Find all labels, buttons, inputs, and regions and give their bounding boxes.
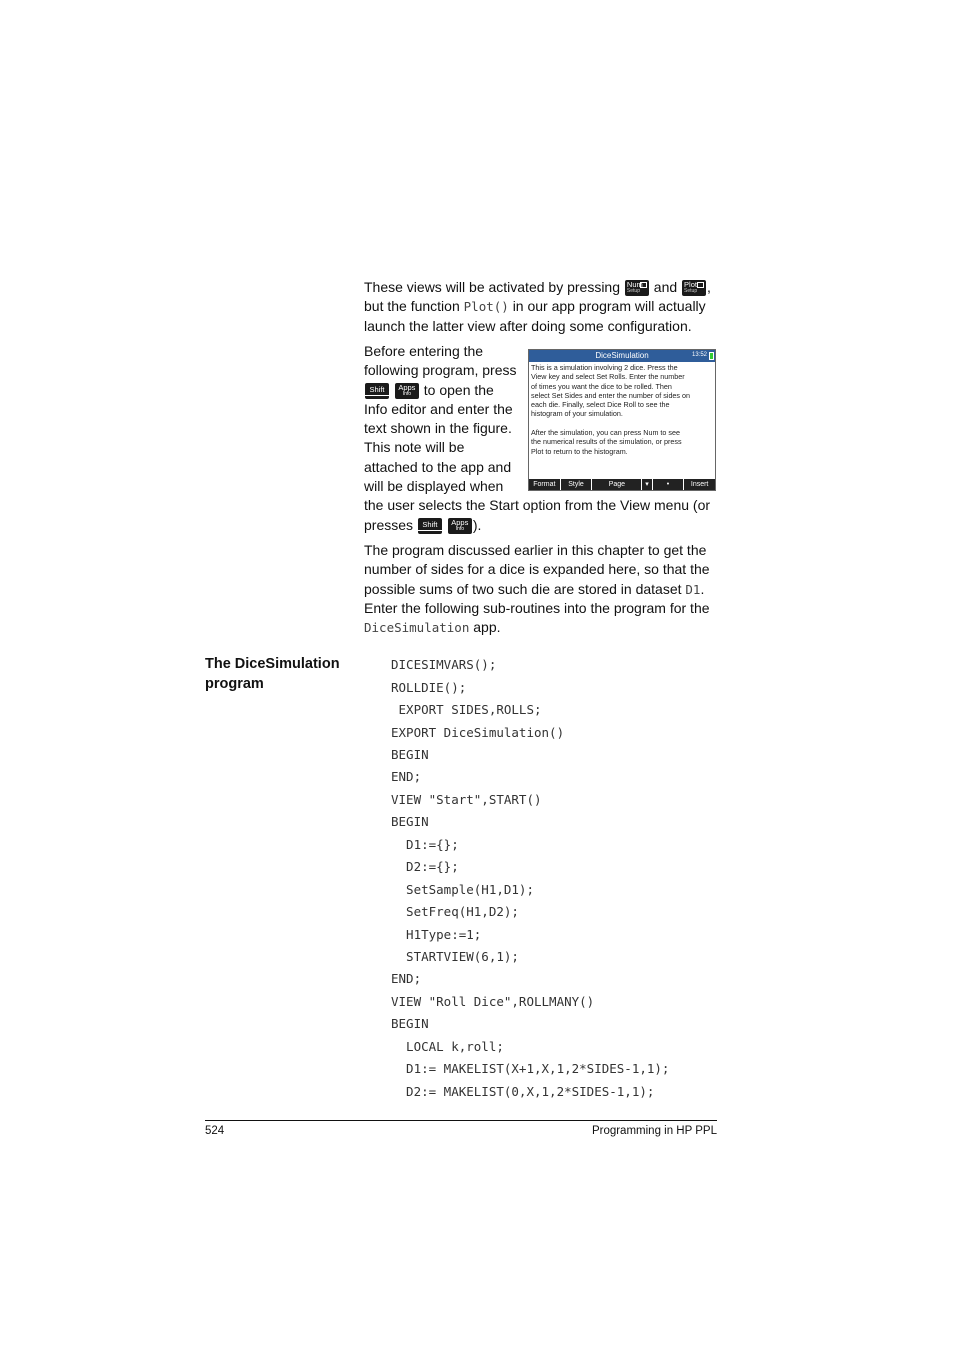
screen-clock: 13:52 — [691, 352, 707, 358]
menu-insert: Insert — [684, 479, 715, 490]
code-line: BEGIN — [391, 814, 429, 829]
inline-code: Plot() — [463, 299, 509, 315]
code-line: D1:={}; — [391, 837, 459, 852]
code-line: EXPORT SIDES,ROLLS; — [391, 702, 542, 717]
code-line: SetSample(H1,D1); — [391, 882, 534, 897]
num-setup-key-icon: Num Setup — [625, 280, 649, 296]
menu-arrow: ▾ — [642, 479, 651, 490]
footer-rule — [205, 1120, 717, 1121]
code-line: STARTVIEW(6,1); — [391, 949, 519, 964]
code-line: DICESIMVARS(); — [391, 657, 497, 672]
code-line: END; — [391, 769, 422, 784]
apps-info-key-icon: Apps Info — [448, 518, 472, 534]
code-line: LOCAL k,roll; — [391, 1039, 504, 1054]
plot-setup-key-icon: Plot Setup — [682, 280, 706, 296]
screen-menu-bar — [529, 479, 715, 490]
menu-bullet: • — [653, 479, 684, 490]
intro-text: and — [653, 279, 678, 295]
program-paragraph: The program discussed earlier in this chapter to get the number of sides for a dice is expanded here, so that the possible sums of two such die are stored in dataset D1. Enter the following sub-routines into the program for the DiceSimulation app. — [364, 542, 710, 636]
calculator-info-screenshot — [528, 349, 716, 491]
page-number: 524 — [205, 1125, 225, 1137]
code-line: H1Type:=1; — [391, 927, 482, 942]
code-line: EXPORT DiceSimulation() — [391, 725, 565, 740]
intro-text: These views will be activated by pressing — [364, 279, 621, 295]
screen-info-text: This is a simulation involving 2 dice. Press the View key and select Set Rolls. Enter the number of times you want the dice to be rolled. Then select Set Sides and enter the number of sides on each die. Finally, select Dice Roll to see the histogram of your simulation. After the simulation, you can press Num to see the numerical results of the simulation, or press Plot to return to the histogram. — [531, 363, 691, 456]
menu-format: Format — [529, 479, 560, 490]
code-line: D2:={}; — [391, 859, 459, 874]
code-line: SetFreq(H1,D2); — [391, 904, 519, 919]
code-line: VIEW "Roll Dice",ROLLMANY() — [391, 994, 595, 1009]
code-line: END; — [391, 971, 422, 986]
battery-icon — [709, 352, 714, 360]
code-line: BEGIN — [391, 747, 429, 762]
code-line: VIEW "Start",START() — [391, 792, 542, 807]
footer-title: Programming in HP PPL — [591, 1125, 717, 1137]
code-line: D1:= MAKELIST(X+1,X,1,2*SIDES-1,1); — [391, 1061, 670, 1076]
code-line: D2:= MAKELIST(0,X,1,2*SIDES-1,1); — [391, 1084, 655, 1099]
intro-line-2: but the function Plot() in our app program will actually — [364, 298, 706, 315]
info-paragraph: Before entering the following program, press Shift Apps Info to open the Info editor and enter the text shown in the figure. This note will be attached to the app and will be displayed when the user selects the Start option from the View menu (or presses Shift Apps Info ). — [364, 343, 711, 533]
menu-style: Style — [561, 479, 592, 490]
section-heading: The DiceSimulation program — [205, 656, 340, 692]
shift-key-icon: Shift — [418, 518, 442, 534]
code-line: BEGIN — [391, 1016, 429, 1031]
apps-info-key-icon: Apps Info — [395, 383, 419, 399]
menu-page: Page — [592, 479, 641, 490]
intro-line-1: These views will be activated by pressing Num Setup and Plot Setup , — [364, 279, 711, 295]
intro-line-3: launch the latter view after doing some configuration. — [364, 317, 692, 334]
shift-key-icon: Shift — [365, 383, 389, 399]
screen-title: DiceSimulation — [529, 350, 715, 362]
code-line: ROLLDIE(); — [391, 680, 467, 695]
intro-paragraph — [364, 278, 724, 336]
